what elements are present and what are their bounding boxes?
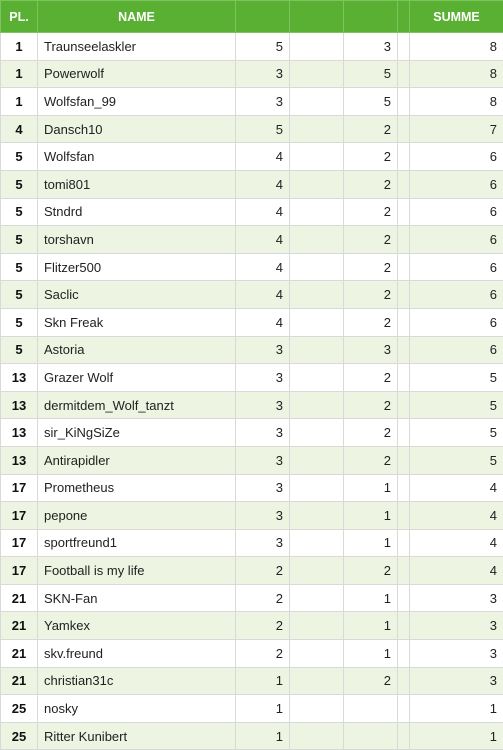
table-row[interactable] (1, 336, 503, 364)
total-cell: 5 (410, 419, 503, 447)
points-b-cell (290, 170, 344, 198)
points-a-cell: 2 (236, 584, 290, 612)
points-c-cell: 3 (344, 336, 398, 364)
points-c-cell: 2 (344, 170, 398, 198)
total-cell: 3 (410, 584, 503, 612)
table-row[interactable] (1, 364, 503, 392)
points-d-cell (398, 584, 410, 612)
points-b-cell (290, 695, 344, 723)
points-d-cell (398, 529, 410, 557)
player-name-cell: torshavn (38, 226, 236, 254)
points-c-cell: 2 (344, 308, 398, 336)
points-c-cell: 1 (344, 529, 398, 557)
player-name-cell: Wolfsfan_99 (38, 88, 236, 116)
points-a-cell: 3 (236, 391, 290, 419)
points-b-cell (290, 308, 344, 336)
table-row[interactable] (1, 529, 503, 557)
total-cell: 6 (410, 308, 503, 336)
points-b-cell (290, 281, 344, 309)
place-cell: 13 (1, 419, 38, 447)
total-cell: 5 (410, 391, 503, 419)
player-name-cell: Flitzer500 (38, 253, 236, 281)
points-b-cell (290, 364, 344, 392)
table-body (1, 33, 503, 750)
place-cell: 5 (1, 253, 38, 281)
total-cell: 8 (410, 60, 503, 88)
table-header (1, 1, 503, 33)
player-name-cell: Powerwolf (38, 60, 236, 88)
points-c-cell: 2 (344, 115, 398, 143)
table-row[interactable] (1, 612, 503, 640)
points-b-cell (290, 502, 344, 530)
points-d-cell (398, 557, 410, 585)
points-d-cell (398, 143, 410, 171)
place-cell: 1 (1, 60, 38, 88)
total-cell: 1 (410, 695, 503, 723)
points-a-cell: 4 (236, 308, 290, 336)
place-cell: 13 (1, 364, 38, 392)
total-cell: 4 (410, 474, 503, 502)
player-name-cell: christian31c (38, 667, 236, 695)
table-row[interactable] (1, 502, 503, 530)
total-cell: 3 (410, 667, 503, 695)
place-cell: 13 (1, 391, 38, 419)
table-row[interactable] (1, 88, 503, 116)
points-c-cell: 5 (344, 60, 398, 88)
player-name-cell: Prometheus (38, 474, 236, 502)
table-row[interactable] (1, 281, 503, 309)
points-c-cell: 2 (344, 198, 398, 226)
points-d-cell (398, 281, 410, 309)
points-d-cell (398, 253, 410, 281)
table-row[interactable] (1, 226, 503, 254)
total-cell: 6 (410, 281, 503, 309)
points-a-cell: 2 (236, 640, 290, 668)
place-cell: 5 (1, 281, 38, 309)
points-b-cell (290, 198, 344, 226)
header-place[interactable]: PL. (1, 1, 38, 33)
points-a-cell: 1 (236, 667, 290, 695)
total-cell: 1 (410, 722, 503, 750)
points-a-cell: 4 (236, 226, 290, 254)
points-a-cell: 3 (236, 88, 290, 116)
points-b-cell (290, 722, 344, 750)
points-b-cell (290, 115, 344, 143)
place-cell: 1 (1, 33, 38, 61)
points-a-cell: 3 (236, 474, 290, 502)
points-c-cell: 1 (344, 612, 398, 640)
points-c-cell: 2 (344, 667, 398, 695)
points-c-cell: 2 (344, 419, 398, 447)
total-cell: 6 (410, 170, 503, 198)
points-b-cell (290, 612, 344, 640)
points-b-cell (290, 667, 344, 695)
table-row[interactable] (1, 667, 503, 695)
points-d-cell (398, 419, 410, 447)
points-d-cell (398, 640, 410, 668)
total-cell: 5 (410, 364, 503, 392)
place-cell: 5 (1, 336, 38, 364)
table-row[interactable] (1, 170, 503, 198)
points-c-cell: 1 (344, 474, 398, 502)
place-cell: 25 (1, 722, 38, 750)
table-row[interactable] (1, 640, 503, 668)
points-b-cell (290, 474, 344, 502)
header-row (1, 1, 503, 33)
total-cell: 6 (410, 253, 503, 281)
points-d-cell (398, 33, 410, 61)
table-row[interactable] (1, 446, 503, 474)
points-a-cell: 4 (236, 281, 290, 309)
points-c-cell: 3 (344, 33, 398, 61)
player-name-cell: tomi801 (38, 170, 236, 198)
points-b-cell (290, 584, 344, 612)
points-a-cell: 4 (236, 170, 290, 198)
player-name-cell: Saclic (38, 281, 236, 309)
player-name-cell: Grazer Wolf (38, 364, 236, 392)
total-cell: 6 (410, 198, 503, 226)
player-name-cell: Football is my life (38, 557, 236, 585)
table-row[interactable] (1, 198, 503, 226)
points-c-cell: 1 (344, 584, 398, 612)
points-b-cell (290, 640, 344, 668)
place-cell: 17 (1, 502, 38, 530)
place-cell: 13 (1, 446, 38, 474)
points-c-cell: 2 (344, 557, 398, 585)
player-name-cell: Dansch10 (38, 115, 236, 143)
table-row[interactable] (1, 308, 503, 336)
player-name-cell: Astoria (38, 336, 236, 364)
points-a-cell: 3 (236, 502, 290, 530)
place-cell: 17 (1, 474, 38, 502)
header-name[interactable]: NAME (38, 1, 236, 33)
points-b-cell (290, 557, 344, 585)
points-a-cell: 4 (236, 253, 290, 281)
points-a-cell: 2 (236, 612, 290, 640)
points-a-cell: 2 (236, 557, 290, 585)
table-row[interactable] (1, 60, 503, 88)
place-cell: 21 (1, 612, 38, 640)
player-name-cell: sportfreund1 (38, 529, 236, 557)
table-row[interactable] (1, 722, 503, 750)
points-c-cell: 2 (344, 253, 398, 281)
points-c-cell: 2 (344, 364, 398, 392)
header-col-c[interactable] (344, 1, 398, 33)
points-b-cell (290, 88, 344, 116)
points-b-cell (290, 33, 344, 61)
place-cell: 21 (1, 584, 38, 612)
points-c-cell: 1 (344, 502, 398, 530)
total-cell: 7 (410, 115, 503, 143)
points-d-cell (398, 308, 410, 336)
points-a-cell: 3 (236, 60, 290, 88)
points-d-cell (398, 667, 410, 695)
points-b-cell (290, 419, 344, 447)
place-cell: 5 (1, 308, 38, 336)
points-a-cell: 3 (236, 419, 290, 447)
points-d-cell (398, 474, 410, 502)
points-d-cell (398, 502, 410, 530)
points-c-cell: 5 (344, 88, 398, 116)
player-name-cell: skv.freund (38, 640, 236, 668)
points-d-cell (398, 115, 410, 143)
points-a-cell: 5 (236, 33, 290, 61)
points-d-cell (398, 60, 410, 88)
points-a-cell: 3 (236, 446, 290, 474)
table-row[interactable] (1, 584, 503, 612)
place-cell: 17 (1, 529, 38, 557)
points-a-cell: 4 (236, 143, 290, 171)
player-name-cell: Antirapidler (38, 446, 236, 474)
points-b-cell (290, 60, 344, 88)
place-cell: 17 (1, 557, 38, 585)
points-a-cell: 1 (236, 722, 290, 750)
player-name-cell: Skn Freak (38, 308, 236, 336)
points-d-cell (398, 170, 410, 198)
total-cell: 3 (410, 640, 503, 668)
total-cell: 6 (410, 336, 503, 364)
player-name-cell: Wolfsfan (38, 143, 236, 171)
player-name-cell: SKN-Fan (38, 584, 236, 612)
points-b-cell (290, 336, 344, 364)
header-col-b[interactable] (290, 1, 344, 33)
table-row[interactable] (1, 115, 503, 143)
points-c-cell: 2 (344, 281, 398, 309)
points-d-cell (398, 391, 410, 419)
place-cell: 5 (1, 226, 38, 254)
points-c-cell: 2 (344, 226, 398, 254)
total-cell: 8 (410, 33, 503, 61)
points-b-cell (290, 446, 344, 474)
place-cell: 5 (1, 170, 38, 198)
place-cell: 21 (1, 667, 38, 695)
player-name-cell: Ritter Kunibert (38, 722, 236, 750)
points-a-cell: 3 (236, 364, 290, 392)
player-name-cell: sir_KiNgSiZe (38, 419, 236, 447)
header-col-d[interactable] (398, 1, 410, 33)
table-row[interactable] (1, 474, 503, 502)
points-a-cell: 4 (236, 198, 290, 226)
points-b-cell (290, 226, 344, 254)
place-cell: 25 (1, 695, 38, 723)
table-row[interactable] (1, 695, 503, 723)
total-cell: 4 (410, 529, 503, 557)
place-cell: 1 (1, 88, 38, 116)
points-a-cell: 5 (236, 115, 290, 143)
table-row[interactable] (1, 253, 503, 281)
total-cell: 4 (410, 557, 503, 585)
total-cell: 3 (410, 612, 503, 640)
player-name-cell: nosky (38, 695, 236, 723)
table-row[interactable] (1, 33, 503, 61)
table-row[interactable] (1, 419, 503, 447)
total-cell: 6 (410, 226, 503, 254)
points-d-cell (398, 612, 410, 640)
points-d-cell (398, 226, 410, 254)
points-b-cell (290, 529, 344, 557)
total-cell: 5 (410, 446, 503, 474)
points-c-cell: 2 (344, 391, 398, 419)
player-name-cell: dermitdem_Wolf_tanzt (38, 391, 236, 419)
header-sum[interactable]: SUMME (410, 1, 503, 33)
total-cell: 4 (410, 502, 503, 530)
points-d-cell (398, 695, 410, 723)
points-d-cell (398, 336, 410, 364)
total-cell: 8 (410, 88, 503, 116)
points-c-cell: 2 (344, 446, 398, 474)
points-d-cell (398, 446, 410, 474)
table-row[interactable] (1, 557, 503, 585)
points-b-cell (290, 391, 344, 419)
player-name-cell: Stndrd (38, 198, 236, 226)
points-b-cell (290, 253, 344, 281)
table-row[interactable] (1, 143, 503, 171)
points-a-cell: 3 (236, 529, 290, 557)
player-name-cell: Traunseelaskler (38, 33, 236, 61)
table-row[interactable] (1, 391, 503, 419)
points-d-cell (398, 88, 410, 116)
player-name-cell: Yamkex (38, 612, 236, 640)
points-d-cell (398, 198, 410, 226)
place-cell: 5 (1, 143, 38, 171)
points-c-cell (344, 722, 398, 750)
points-c-cell: 1 (344, 640, 398, 668)
points-b-cell (290, 143, 344, 171)
points-c-cell (344, 695, 398, 723)
points-d-cell (398, 364, 410, 392)
place-cell: 4 (1, 115, 38, 143)
total-cell: 6 (410, 143, 503, 171)
player-name-cell: pepone (38, 502, 236, 530)
points-d-cell (398, 722, 410, 750)
header-col-a[interactable] (236, 1, 290, 33)
place-cell: 21 (1, 640, 38, 668)
points-a-cell: 1 (236, 695, 290, 723)
points-a-cell: 3 (236, 336, 290, 364)
points-c-cell: 2 (344, 143, 398, 171)
place-cell: 5 (1, 198, 38, 226)
